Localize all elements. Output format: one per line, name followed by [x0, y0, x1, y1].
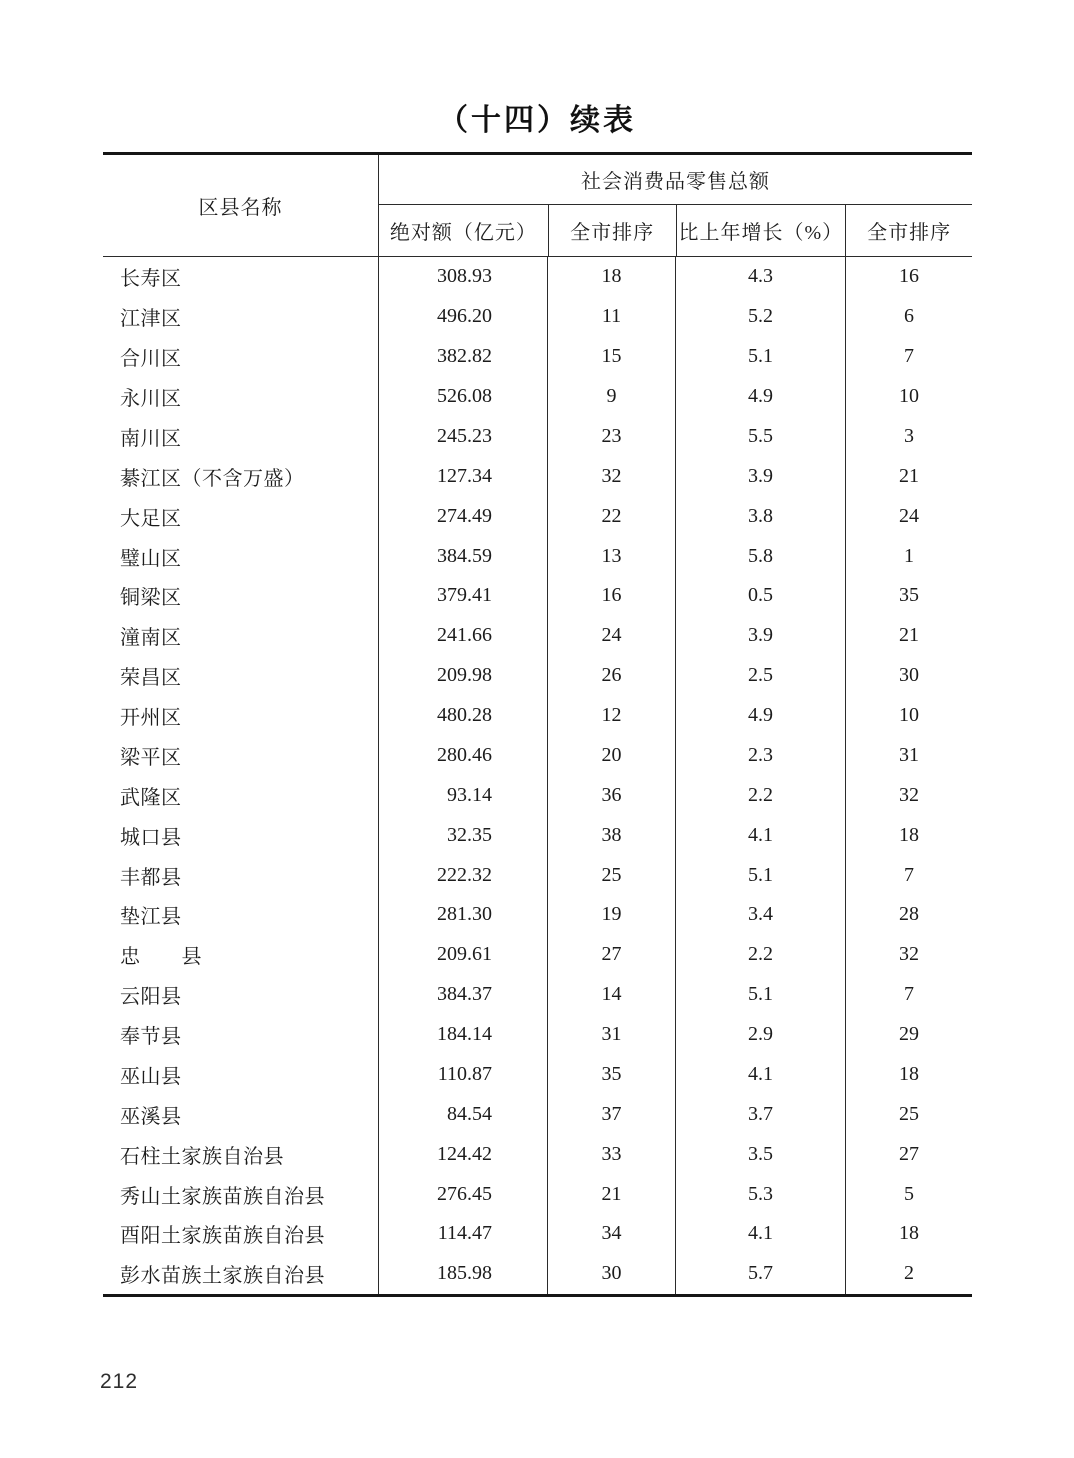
cell-district-name: 秀山土家族苗族自治县 [120, 1185, 325, 1208]
cell-amount: 280.46 [378, 736, 547, 776]
table-row [103, 257, 972, 297]
table-row [103, 616, 972, 656]
table-row [103, 855, 972, 895]
cell-growth-rank: 10 [845, 696, 972, 736]
cell-amount: 308.93 [378, 257, 547, 297]
table-row [103, 496, 972, 536]
cell-growth-rank: 18 [845, 1214, 972, 1254]
cell-amount: 114.47 [378, 1214, 547, 1254]
cell-district-name: 奉节县 [120, 1026, 182, 1049]
cell-amount-rank: 32 [547, 456, 675, 496]
cell-growth: 3.9 [675, 616, 845, 656]
cell-growth: 2.2 [675, 935, 845, 975]
cell-growth: 3.5 [675, 1134, 845, 1174]
cell-amount-rank: 9 [547, 377, 675, 417]
cell-growth: 5.8 [675, 536, 845, 576]
cell-amount: 127.34 [378, 456, 547, 496]
column-header-growth: 比上年增长（%） [676, 205, 846, 256]
cell-amount-rank: 27 [547, 935, 675, 975]
cell-growth-rank: 29 [845, 1015, 972, 1055]
cell-growth-rank: 5 [845, 1174, 972, 1214]
cell-district-name: 云阳县 [120, 986, 182, 1009]
table-row [103, 1055, 972, 1095]
page-title: （十四）续表 [438, 104, 636, 137]
cell-amount: 124.42 [378, 1134, 547, 1174]
table-row [103, 975, 972, 1015]
cell-amount: 241.66 [378, 616, 547, 656]
table-row [103, 1254, 972, 1294]
cell-amount: 281.30 [378, 895, 547, 935]
table-row [103, 696, 972, 736]
cell-amount-rank: 25 [547, 855, 675, 895]
cell-amount-rank: 12 [547, 696, 675, 736]
cell-amount-rank: 33 [547, 1134, 675, 1174]
cell-amount-rank: 30 [547, 1254, 675, 1294]
cell-amount-rank: 14 [547, 975, 675, 1015]
cell-district-name: 垫江县 [120, 906, 182, 929]
cell-amount: 526.08 [378, 377, 547, 417]
cell-district-name: 合川区 [120, 348, 182, 371]
table-row [103, 337, 972, 377]
cell-growth-rank: 16 [845, 257, 972, 297]
table-row [103, 1094, 972, 1134]
table-row [103, 1214, 972, 1254]
table-row [103, 775, 972, 815]
cell-amount: 110.87 [378, 1055, 547, 1095]
cell-district-name: 大足区 [120, 507, 182, 530]
retail-sales-table [103, 152, 972, 1297]
cell-amount-rank: 31 [547, 1015, 675, 1055]
header-group [378, 155, 972, 256]
cell-growth-rank: 6 [845, 297, 972, 337]
cell-growth: 4.9 [675, 696, 845, 736]
column-header-growth-rank: 全市排序 [845, 205, 972, 256]
cell-district-name: 城口县 [120, 826, 182, 849]
cell-amount: 209.98 [378, 656, 547, 696]
cell-district-name: 巫山县 [120, 1065, 182, 1088]
cell-growth-rank: 18 [845, 1055, 972, 1095]
column-header-amount: 绝对额（亿元） [389, 222, 537, 244]
cell-growth: 5.1 [675, 855, 845, 895]
cell-growth-rank: 7 [845, 975, 972, 1015]
table-row [103, 377, 972, 417]
cell-growth: 4.1 [675, 1055, 845, 1095]
cell-amount: 84.54 [378, 1094, 547, 1134]
cell-growth-rank: 21 [845, 456, 972, 496]
cell-amount-rank: 22 [547, 496, 675, 536]
cell-amount: 379.41 [378, 576, 547, 616]
cell-growth-rank: 10 [845, 377, 972, 417]
cell-district-name: 璧山区 [120, 547, 182, 570]
cell-amount: 480.28 [378, 696, 547, 736]
cell-amount: 222.32 [378, 855, 547, 895]
cell-growth-rank: 30 [845, 656, 972, 696]
cell-growth: 5.2 [675, 297, 845, 337]
cell-growth-rank: 27 [845, 1134, 972, 1174]
cell-district-name: 永川区 [120, 388, 182, 411]
cell-district-name: 巫溪县 [120, 1105, 182, 1128]
cell-growth-rank: 2 [845, 1254, 972, 1294]
cell-growth: 2.5 [675, 656, 845, 696]
table-row [103, 1015, 972, 1055]
cell-growth: 4.3 [675, 257, 845, 297]
column-header-amount-rank: 全市排序 [548, 205, 676, 256]
cell-district-name: 开州区 [120, 707, 182, 730]
cell-district-name: 忠 县 [120, 946, 202, 969]
cell-amount-rank: 38 [547, 815, 675, 855]
cell-growth: 3.9 [675, 456, 845, 496]
cell-growth: 3.4 [675, 895, 845, 935]
table-row [103, 536, 972, 576]
table-body [103, 257, 972, 1294]
cell-district-name: 石柱土家族自治县 [120, 1145, 284, 1168]
cell-amount-rank: 23 [547, 417, 675, 457]
cell-amount: 245.23 [378, 417, 547, 457]
cell-growth: 0.5 [675, 576, 845, 616]
table-row [103, 815, 972, 855]
table-row [103, 935, 972, 975]
cell-amount-rank: 34 [547, 1214, 675, 1254]
cell-growth-rank: 1 [845, 536, 972, 576]
cell-amount-rank: 13 [547, 536, 675, 576]
cell-growth-rank: 31 [845, 736, 972, 776]
cell-growth-rank: 32 [845, 935, 972, 975]
cell-growth: 3.8 [675, 496, 845, 536]
cell-growth: 4.1 [675, 815, 845, 855]
column-header-district-name: 区县名称 [198, 197, 283, 219]
cell-amount-rank: 11 [547, 297, 675, 337]
cell-amount-rank: 18 [547, 257, 675, 297]
cell-district-name: 梁平区 [120, 746, 182, 769]
table-row [103, 297, 972, 337]
cell-district-name: 南川区 [120, 427, 182, 450]
cell-growth: 5.3 [675, 1174, 845, 1214]
cell-amount-rank: 20 [547, 736, 675, 776]
cell-amount-rank: 19 [547, 895, 675, 935]
cell-growth-rank: 7 [845, 337, 972, 377]
cell-amount-rank: 16 [547, 576, 675, 616]
cell-amount-rank: 21 [547, 1174, 675, 1214]
cell-growth: 4.9 [675, 377, 845, 417]
cell-amount-rank: 15 [547, 337, 675, 377]
cell-amount: 496.20 [378, 297, 547, 337]
cell-growth: 5.1 [675, 337, 845, 377]
cell-growth: 5.5 [675, 417, 845, 457]
cell-amount: 384.59 [378, 536, 547, 576]
cell-district-name: 潼南区 [120, 627, 182, 650]
table-row [103, 576, 972, 616]
cell-growth-rank: 25 [845, 1094, 972, 1134]
cell-growth: 5.1 [675, 975, 845, 1015]
cell-district-name: 丰都县 [120, 866, 182, 889]
table-row [103, 456, 972, 496]
cell-district-name: 彭水苗族土家族自治县 [120, 1265, 325, 1288]
cell-district-name: 江津区 [120, 308, 182, 331]
table-row [103, 736, 972, 776]
cell-amount: 184.14 [378, 1015, 547, 1055]
cell-growth: 2.2 [675, 775, 845, 815]
table-row [103, 1174, 972, 1214]
cell-growth: 4.1 [675, 1214, 845, 1254]
cell-amount-rank: 24 [547, 616, 675, 656]
cell-amount: 209.61 [378, 935, 547, 975]
cell-growth-rank: 3 [845, 417, 972, 457]
cell-growth: 2.9 [675, 1015, 845, 1055]
cell-amount-rank: 37 [547, 1094, 675, 1134]
cell-district-name: 荣昌区 [120, 667, 182, 690]
cell-growth-rank: 7 [845, 855, 972, 895]
table-row [103, 895, 972, 935]
cell-amount: 32.35 [378, 815, 547, 855]
page-number: 212 [100, 1370, 139, 1393]
cell-growth: 3.7 [675, 1094, 845, 1134]
cell-amount-rank: 26 [547, 656, 675, 696]
cell-district-name: 綦江区（不含万盛） [120, 467, 305, 490]
cell-amount: 185.98 [378, 1254, 547, 1294]
column-group-header-retail-total: 社会消费品零售总额 [379, 155, 972, 205]
cell-growth: 5.7 [675, 1254, 845, 1294]
table-row [103, 656, 972, 696]
cell-amount-rank: 35 [547, 1055, 675, 1095]
cell-growth-rank: 28 [845, 895, 972, 935]
cell-amount: 276.45 [378, 1174, 547, 1214]
cell-district-name: 酉阳土家族苗族自治县 [120, 1225, 325, 1248]
cell-district-name: 武隆区 [120, 786, 182, 809]
cell-amount: 274.49 [378, 496, 547, 536]
sub-header-row [379, 205, 972, 256]
cell-growth-rank: 24 [845, 496, 972, 536]
cell-growth-rank: 18 [845, 815, 972, 855]
table-row [103, 1134, 972, 1174]
cell-growth-rank: 21 [845, 616, 972, 656]
cell-amount-rank: 36 [547, 775, 675, 815]
table-header [103, 155, 972, 257]
cell-district-name: 铜梁区 [120, 587, 182, 610]
cell-growth-rank: 35 [845, 576, 972, 616]
cell-amount: 93.14 [378, 775, 547, 815]
table-row [103, 417, 972, 457]
cell-amount: 382.82 [378, 337, 547, 377]
cell-growth: 2.3 [675, 736, 845, 776]
cell-amount: 384.37 [378, 975, 547, 1015]
cell-growth-rank: 32 [845, 775, 972, 815]
cell-district-name: 长寿区 [120, 268, 182, 291]
